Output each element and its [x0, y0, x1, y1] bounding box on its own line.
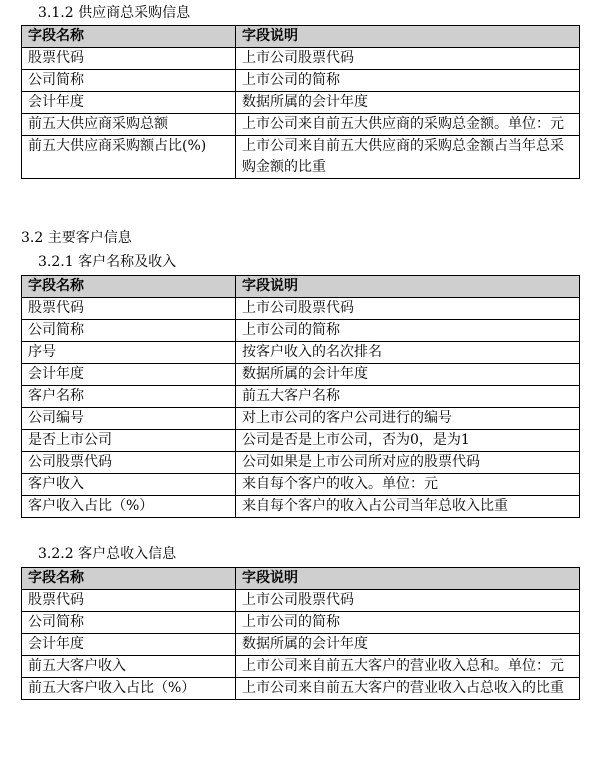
- field-desc: 数据所属的会计年度: [236, 634, 580, 656]
- field-name: 公司股票代码: [22, 452, 236, 474]
- field-desc: 公司是否是上市公司，否为0，是为1: [236, 430, 580, 452]
- field-desc: 上市公司来自前五大客户的营业收入总和。单位：元: [236, 656, 580, 678]
- field-table-3-1-2: [21, 25, 580, 179]
- field-name: 序号: [22, 342, 236, 364]
- field-name: 会计年度: [22, 634, 236, 656]
- table-row: [22, 430, 580, 452]
- field-desc: 上市公司来自前五大客户的营业收入占总收入的比重: [236, 678, 580, 700]
- field-name: 会计年度: [22, 364, 236, 386]
- field-desc: 上市公司股票代码: [236, 590, 580, 612]
- field-name: 公司简称: [22, 612, 236, 634]
- field-desc: 上市公司的简称: [236, 70, 580, 92]
- field-name: 前五大供应商采购总额: [22, 114, 236, 136]
- header-field-desc: 字段说明: [236, 26, 580, 48]
- table-row: [22, 612, 580, 634]
- section-heading-3-2-1: 3.2.1 客户名称及收入: [38, 254, 177, 270]
- table-row: [22, 48, 580, 70]
- table-header-row: [22, 276, 580, 298]
- table-row: [22, 70, 580, 92]
- table-row: [22, 590, 580, 612]
- field-table-3-2-1: [21, 275, 580, 518]
- field-name: 客户名称: [22, 386, 236, 408]
- field-desc: 公司如果是上市公司所对应的股票代码: [236, 452, 580, 474]
- field-desc: 数据所属的会计年度: [236, 364, 580, 386]
- table-row: [22, 342, 580, 364]
- field-desc: 来自每个客户的收入占公司当年总收入比重: [236, 496, 580, 518]
- header-field-desc: 字段说明: [236, 276, 580, 298]
- field-name: 股票代码: [22, 590, 236, 612]
- header-field-name: 字段名称: [22, 568, 236, 590]
- table-row: [22, 408, 580, 430]
- table-row: [22, 92, 580, 114]
- table-row: [22, 474, 580, 496]
- table-row: [22, 136, 580, 179]
- field-desc: 上市公司的简称: [236, 320, 580, 342]
- field-desc: 按客户收入的名次排名: [236, 342, 580, 364]
- field-name: 公司编号: [22, 408, 236, 430]
- table-row: [22, 320, 580, 342]
- field-desc: 对上市公司的客户公司进行的编号: [236, 408, 580, 430]
- field-desc: 上市公司来自前五大供应商的采购总金额。单位：元: [236, 114, 580, 136]
- field-name: 股票代码: [22, 298, 236, 320]
- field-desc: 上市公司股票代码: [236, 48, 580, 70]
- field-desc: 上市公司来自前五大供应商的采购总金额占当年总采购金额的比重: [236, 136, 580, 179]
- field-name: 前五大客户收入: [22, 656, 236, 678]
- field-table-3-2-2: [21, 567, 580, 700]
- field-desc: 前五大客户名称: [236, 386, 580, 408]
- table-header-row: [22, 568, 580, 590]
- field-name: 前五大供应商采购额占比(%): [22, 136, 236, 179]
- field-desc: 数据所属的会计年度: [236, 92, 580, 114]
- field-name: 前五大客户收入占比（%）: [22, 678, 236, 700]
- table-row: [22, 386, 580, 408]
- section-heading-3-1-2: 3.1.2 供应商总采购信息: [38, 5, 191, 21]
- table-row: [22, 364, 580, 386]
- table-row: [22, 114, 580, 136]
- header-field-name: 字段名称: [22, 276, 236, 298]
- table-row: [22, 452, 580, 474]
- section-heading-3-2: 3.2 主要客户信息: [21, 230, 132, 246]
- table-row: [22, 298, 580, 320]
- table-row: [22, 656, 580, 678]
- header-field-desc: 字段说明: [236, 568, 580, 590]
- field-name: 会计年度: [22, 92, 236, 114]
- field-name: 公司简称: [22, 70, 236, 92]
- field-desc: 上市公司股票代码: [236, 298, 580, 320]
- header-field-name: 字段名称: [22, 26, 236, 48]
- field-name: 股票代码: [22, 48, 236, 70]
- field-desc: 来自每个客户的收入。单位：元: [236, 474, 580, 496]
- table-header-row: [22, 26, 580, 48]
- field-name: 客户收入: [22, 474, 236, 496]
- table-row: [22, 634, 580, 656]
- field-name: 是否上市公司: [22, 430, 236, 452]
- table-row: [22, 496, 580, 518]
- field-name: 客户收入占比（%）: [22, 496, 236, 518]
- table-row: [22, 678, 580, 700]
- field-name: 公司简称: [22, 320, 236, 342]
- field-desc: 上市公司的简称: [236, 612, 580, 634]
- section-heading-3-2-2: 3.2.2 客户总收入信息: [38, 546, 177, 562]
